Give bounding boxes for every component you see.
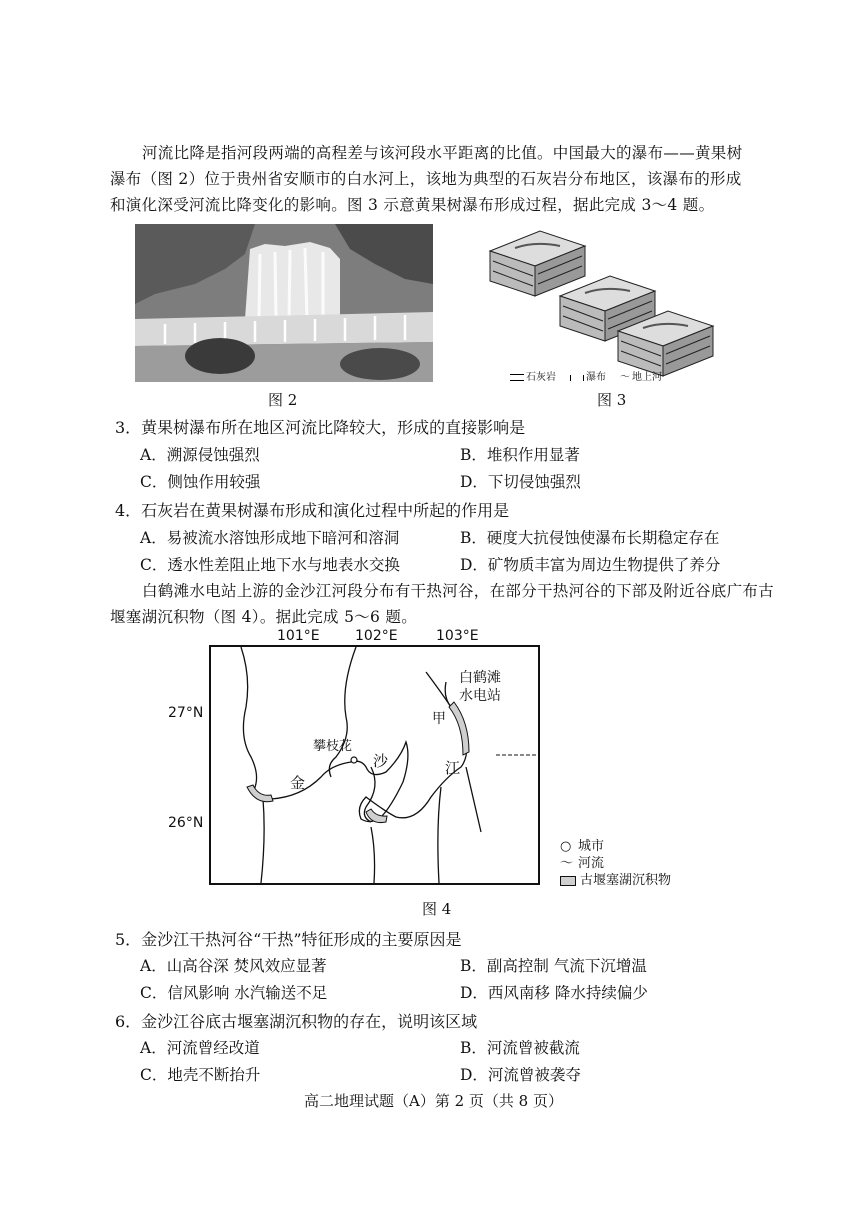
city-label-panzhihua: 攀枝花 [313, 739, 353, 754]
deposit-west [247, 785, 273, 802]
question-5-option-a: A．山高谷深 焚风效应显著 [140, 957, 327, 975]
river-west-south [261, 799, 264, 883]
label-jia: 甲 [432, 711, 446, 727]
legend-river-line: 〜 河流 [560, 856, 605, 871]
intro2-line2: 堰塞湖沉积物（图 4）。据此完成 5～6 题。 [110, 608, 418, 626]
map-lon-102: 102°E [355, 628, 398, 644]
intro1-line1: 河流比降是指河段两端的高程差与该河段水平距离的比值。中国最大的瀑布——黄果树 [142, 144, 743, 162]
question-6-option-a: A．河流曾经改道 [140, 1039, 260, 1057]
question-4-stem: 4．石灰岩在黄果树瀑布形成和演化过程中所起的作用是 [115, 501, 510, 520]
map-legend [560, 838, 671, 889]
question-4-option-a: A．易被流水溶蚀形成地下暗河和溶洞 [140, 529, 400, 547]
river-east-south [466, 767, 481, 832]
river-south-2 [438, 787, 441, 883]
legend-limestone: 石灰岩 [510, 368, 556, 383]
question-5-option-b: B．副高控制 气流下沉增温 [460, 957, 647, 975]
question-3-stem: 3．黄果树瀑布所在地区河流比降较大，形成的直接影响是 [115, 418, 526, 437]
question-3-option-b: B．堆积作用显著 [460, 446, 580, 464]
page-footer: 高二地理试题（A）第 2 页（共 8 页） [304, 1092, 563, 1110]
figure-2-waterfall-photo [135, 224, 433, 382]
river-west [241, 647, 257, 792]
figure-4-map [209, 645, 540, 885]
figure-3-diagram [485, 226, 720, 386]
deposit-north [449, 702, 469, 755]
question-3-option-a: A．溯源侵蚀强烈 [140, 446, 260, 464]
legend-waterfall: 瀑布 [570, 368, 606, 383]
figure-3-legend [510, 368, 720, 383]
question-6-option-b: B．河流曾被截流 [460, 1039, 580, 1057]
legend-city: ○ 城市 [560, 839, 605, 854]
question-5-option-c: C．信风影响 水汽输送不足 [140, 984, 328, 1002]
intro-paragraph-1 [110, 140, 770, 218]
map-lat-26: 26°N [168, 815, 204, 831]
block-stage-1 [490, 231, 585, 296]
question-3-option-d: D．下切侵蚀强烈 [460, 473, 581, 491]
figure-3-caption: 图 3 [597, 391, 627, 409]
question-4-option-c: C．透水性差阻止地下水与地表水交换 [140, 556, 400, 574]
intro1-line3: 和演化深受河流比降变化的影响。图 3 示意黄果树瀑布形成过程，据此完成 3～4 题。 [110, 196, 715, 214]
river-label-jiang: 江 [445, 759, 461, 777]
question-6-stem: 6．金沙江谷底古堰塞湖沉积物的存在，说明该区域 [115, 1012, 478, 1031]
map-lat-27: 27°N [168, 705, 204, 721]
jinsha-main [253, 682, 467, 822]
question-4-option-b: B．硬度大抗侵蚀使瀑布长期稳定存在 [460, 529, 720, 547]
figure-4-caption: 图 4 [422, 900, 452, 918]
river-south-1 [371, 827, 375, 883]
map-lon-103: 103°E [436, 628, 479, 644]
river-label-jin: 金 [290, 774, 306, 792]
legend-river: 〜 地上河 [620, 372, 662, 383]
map-lon-101: 101°E [277, 628, 320, 644]
intro1-line2: 瀑布（图 2）位于贵州省安顺市的白水河上，该地为典型的石灰岩分布地区，该瀑布的形成 [110, 170, 742, 188]
waterfall-formation-blocks [485, 226, 720, 386]
waterfall-image [135, 224, 433, 382]
intro2-line1: 白鹤滩水电站上游的金沙江河段分布有干热河谷，在部分干热河谷的下部及附近谷底广布古 [142, 582, 775, 600]
legend-deposit: 古堰塞湖沉积物 [560, 872, 671, 889]
intro-paragraph-2 [110, 578, 790, 630]
city-marker [351, 757, 357, 763]
figure-2-caption: 图 2 [268, 391, 298, 409]
question-6-option-d: D．河流曾被袭夺 [460, 1066, 581, 1084]
question-5-option-d: D．西风南移 降水持续偏少 [460, 984, 648, 1002]
station-label: 白鹤滩 水电站 [459, 670, 501, 704]
question-6-option-c: C．地壳不断抬升 [140, 1066, 261, 1084]
question-3-option-c: C．侧蚀作用较强 [140, 473, 261, 491]
question-4-option-d: D．矿物质丰富为周边生物提供了养分 [460, 556, 721, 574]
question-5-stem: 5．金沙江干热河谷“干热”特征形成的主要原因是 [115, 930, 462, 949]
river-label-sha: 沙 [373, 752, 389, 770]
